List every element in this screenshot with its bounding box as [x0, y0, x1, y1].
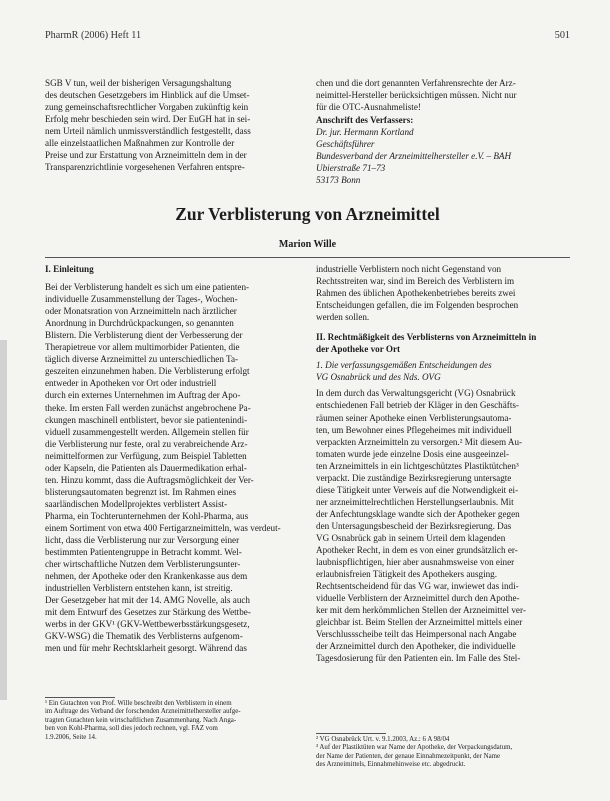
text-line: der Arzneimittel durch den Apotheker, die individuelle: [316, 641, 516, 652]
text-line: Apotheker Recht, in dem es von einer grundsätzlich er-: [316, 545, 518, 556]
text-line: Tagesdosierung für den Patienten ein. Im Falle des Stel-: [316, 653, 521, 664]
text-line: SGB V tun, weil der bisherigen Versagungshaltung: [45, 78, 232, 88]
section-heading: I. Einleitung: [45, 264, 94, 274]
article-title: Zur Verblisterung von Arzneimittel: [175, 204, 440, 224]
footnote-line: tragten Gutachten kein wirtschaftlichen Zusammenhang. Nach Anga-: [45, 716, 237, 724]
footnote-left: [45, 700, 307, 742]
text-line: geszeiten einzunehmen haben. Die Verblisterung erfolgt: [45, 366, 250, 377]
page-number: 501: [554, 30, 570, 41]
sub-heading: VG Osnabrück und des Nds. OVG: [316, 372, 441, 383]
text-line: neimittel-Hersteller berücksichtigen müssen. Nicht nur: [316, 90, 517, 101]
text-line: ten, um Bewohner eines Pflegeheimes mit individuell: [316, 424, 512, 435]
text-line: Rechtsstreiten war, sind im Bereich des Verblistern im: [316, 276, 515, 287]
text-line: neimittelformen zur Verfügung, zum Beispiel Tabletten: [45, 450, 247, 461]
text-line: die Verblisterung nur feste, oral zu verabreichende Arz-: [45, 438, 248, 449]
address-line: Dr. jur. Hermann Kortland: [316, 127, 414, 138]
text-line: ten. Hinzu kommt, dass die Auftragsmöglichkeit der Ver-: [45, 474, 254, 485]
journal-citation: PharmR (2006) Heft 11: [45, 30, 142, 41]
text-line: Rechtsentscheidend für das VG war, inwiewet das indi-: [316, 581, 519, 592]
text-line: verpackten Arzneimitteln zu versorgen.² Mit diesem Au-: [316, 436, 523, 447]
text-line: viduelle Verblistern der Arzneimittel durch den Apothe-: [316, 593, 520, 604]
text-line: Transparenzrichtlinie vorgesehenen Verfahren entspre-: [45, 162, 245, 173]
text-line: Rahmen des üblichen Apothekenbetriebes bereits zwei: [316, 288, 516, 299]
text-line: nehmen, der Apotheke oder den Krankenkasse aus dem: [45, 571, 248, 582]
running-header: [45, 30, 570, 46]
text-line: theke. Im ersten Fall werden zunächst angebrochene Pa-: [45, 402, 251, 413]
text-line: entweder in Apotheken vor Ort oder industriell: [45, 378, 217, 389]
text-line: Anordnung in Durchdrückpackungen, so genannten: [45, 318, 234, 329]
text-line: oder Monatsration von Arzneimitteln nach ärztlicher: [45, 306, 237, 317]
footnote-line: ² VG Osnabrück Urt. v. 9.1.2003, Az.: 6 A 98/04: [316, 736, 450, 743]
text-line: täglich diverse Arzneimittel zu unterschiedlichen Ta-: [45, 354, 239, 365]
text-line: mit dem Entwurf des Gesetzes zur Stärkung des Wettbe-: [45, 607, 251, 618]
text-line: alle einzelstaatlichen Maßnahmen zur Kontrolle der: [45, 138, 235, 149]
section-heading: II. Rechtmäßigkeit des Verblisterns von Arzneimitteln in: [316, 332, 537, 343]
text-line: ckungen maschinell entblistert, bevor sie patientenindi-: [45, 414, 248, 425]
text-line: tomaten wurde jede einzelne Dosis eine ausgeeinzel-: [316, 448, 510, 459]
sub-heading: 1. Die verfassungsgemäßen Entscheidungen des: [316, 360, 492, 371]
text-line: cher wirtschaftliche Nutzen dem Verblisterungsunter-: [45, 559, 241, 570]
text-line: oder Kapseln, die Patienten als Dauermedikation erhal-: [45, 462, 247, 473]
text-line: saarländischen Modellprojektes verblistert Assist-: [45, 498, 228, 509]
text-line: laubnispflichtigen, hier aber ausnahmsweise von einer: [316, 557, 515, 568]
text-line: durch ein externes Unternehmen im Auftrag der Apo-: [45, 390, 241, 401]
text-line: Erfolg mehr beschieden sein wird. Der EuGH hat in sei-: [45, 114, 251, 125]
text-line: ten Arzneimittels in ein lichtgeschütztes Plastiktütchen³: [316, 460, 519, 471]
address-line: 53173 Bonn: [316, 175, 361, 186]
text-line: werden sollen.: [316, 312, 370, 323]
main-left-column: [45, 263, 307, 655]
footnote-line: 1.9.2006, Seite 14.: [45, 733, 97, 741]
text-line: In dem durch das Verwaltungsgericht (VG) Osnabrück: [316, 388, 516, 399]
divider-rule: [45, 257, 570, 258]
text-line: chen und die dort genannten Verfahrensrechte der Arz-: [316, 78, 516, 88]
footnote-line: der Name der Patienten, der genaue Einnahmezeitpunkt, der Name: [316, 752, 501, 760]
text-line: räumen seiner Apotheke einen Verblisterungsautoma-: [316, 412, 512, 423]
footnote-rule: [316, 733, 386, 734]
text-line: Entscheidungen gefallen, die im Folgenden besprochen: [316, 300, 519, 311]
text-line: Pharma, ein Tochterunternehmen der Kohl-Pharma, aus: [45, 510, 249, 521]
text-line: VG Osnabrück gab in seinem Urteil dem klagenden: [316, 532, 506, 543]
text-line: Verschlussscheibe teilt das Heimpersonal nach Angabe: [316, 629, 517, 640]
text-line: licht, dass die Verblisterung nur zur Versorgung einer: [45, 535, 240, 546]
text-line: industriellen Verblistern entstehen kann, ist streitig.: [45, 583, 233, 594]
text-line: gleichbar ist. Beim Stellen der Arzneimittel mittels einer: [316, 617, 523, 628]
text-line: viduell zusammengestellt werden. Allgemein stellen für: [45, 426, 249, 437]
text-line: Bei der Verblisterung handelt es sich um eine patienten-: [45, 282, 250, 293]
footnote-line: ¹ Ein Gutachten von Prof. Wille beschreibt den Verblistern in einem: [45, 700, 232, 707]
text-line: bestimmten Patientengruppe in Betracht kommt. Wel-: [45, 547, 242, 558]
address-line: Bundesverband der Arzneimittelhersteller e.V. – BAH: [316, 151, 512, 162]
text-line: Der Gesetzgeber hat mit der 14. AMG Novelle, als auch: [45, 595, 250, 606]
address-label: Anschrift des Verfassers:: [316, 115, 414, 126]
text-line: zung gemeinschaftsrechtlicher Vorgaben zukünftig kein: [45, 102, 249, 113]
text-line: Preise und zur Erstattung von Arzneimitteln dem in der: [45, 150, 247, 161]
text-line: den Untersagungsbescheid der Bezirksregierung. Das: [316, 520, 512, 531]
text-line: GKV-WSG) die Thematik des Verblisterns aufgenom-: [45, 631, 243, 642]
previous-article-left-column: [45, 77, 306, 173]
text-line: men und für mehr Rechtsklarheit gesorgt. Während das: [45, 643, 247, 654]
text-line: blisterungsautomaten begrenzt ist. Im Rahmen eines: [45, 486, 237, 497]
text-line: ker mit dem herkömmlichen Stellen der Arzneimittel ver-: [316, 605, 526, 616]
text-line: ner arzneimittelrechtlichen Herstellungserlaubnis. Mit: [316, 496, 514, 507]
text-line: nem Urteil nämlich unmissverständlich festgestellt, dass: [45, 126, 251, 137]
text-line: Blistern. Die Verblisterung dient der Verbesserung der: [45, 330, 243, 341]
footnote-rule: [45, 697, 115, 698]
text-line: verpackt. Die zuständige Bezirksregierung untersagte: [316, 472, 512, 483]
main-right-column: [316, 263, 570, 665]
text-line: individuelle Zusammenstellung der Tages-, Wochen-: [45, 294, 238, 305]
text-line: des deutschen Gesetzgebers im Hinblick auf die Umset-: [45, 90, 250, 101]
text-line: diese Tätigkeit unter Verweis auf die Notwendigkeit ei-: [316, 484, 519, 495]
text-line: entschiedenen Fall betrieb der Kläger in den Geschäfts-: [316, 400, 519, 411]
text-line: für die OTC-Ausnahmeliste!: [316, 102, 421, 113]
text-line: Therapietreue vor allem multimorbider Patienten, die: [45, 342, 240, 353]
footnote-right: [316, 736, 570, 770]
section-heading: der Apotheke vor Ort: [316, 344, 401, 355]
article-author: Marion Wille: [278, 239, 337, 250]
address-line: Geschäftsführer: [316, 139, 375, 150]
page-edge-shadow: [0, 340, 7, 700]
text-line: der Anfechtungsklage wandte sich der Apotheker gegen: [316, 508, 520, 519]
text-line: industrielle Verblistern noch nicht Gegenstand von: [316, 264, 502, 274]
footnote-line: ben von Kohl-Pharma, soll dies jedoch rechnen, vgl. FAZ vom: [45, 725, 218, 733]
previous-article-right-column: [316, 77, 570, 186]
text-line: einem Sortiment von etwa 400 Fertigarzneimitteln, was verdeut-: [45, 522, 281, 533]
footnote-line: ³ Auf der Plastiktüten war Name der Apotheke, der Verpackungsdatum,: [316, 744, 513, 752]
footnote-line: im Auftrage des Verband der forschenden Arzneimittelhersteller aufge-: [45, 708, 241, 716]
text-line: erlaubnisfreien Tätigkeit des Apothekers ausging.: [316, 569, 498, 580]
address-line: Ubierstraße 71–73: [316, 163, 386, 174]
text-line: werbs in der GKV¹ (GKV-Wettbewerbsstärkungsgesetz,: [45, 619, 250, 630]
footnote-line: des Arzneimittels, Einnahmehinweise etc. abgedruckt.: [316, 761, 466, 769]
